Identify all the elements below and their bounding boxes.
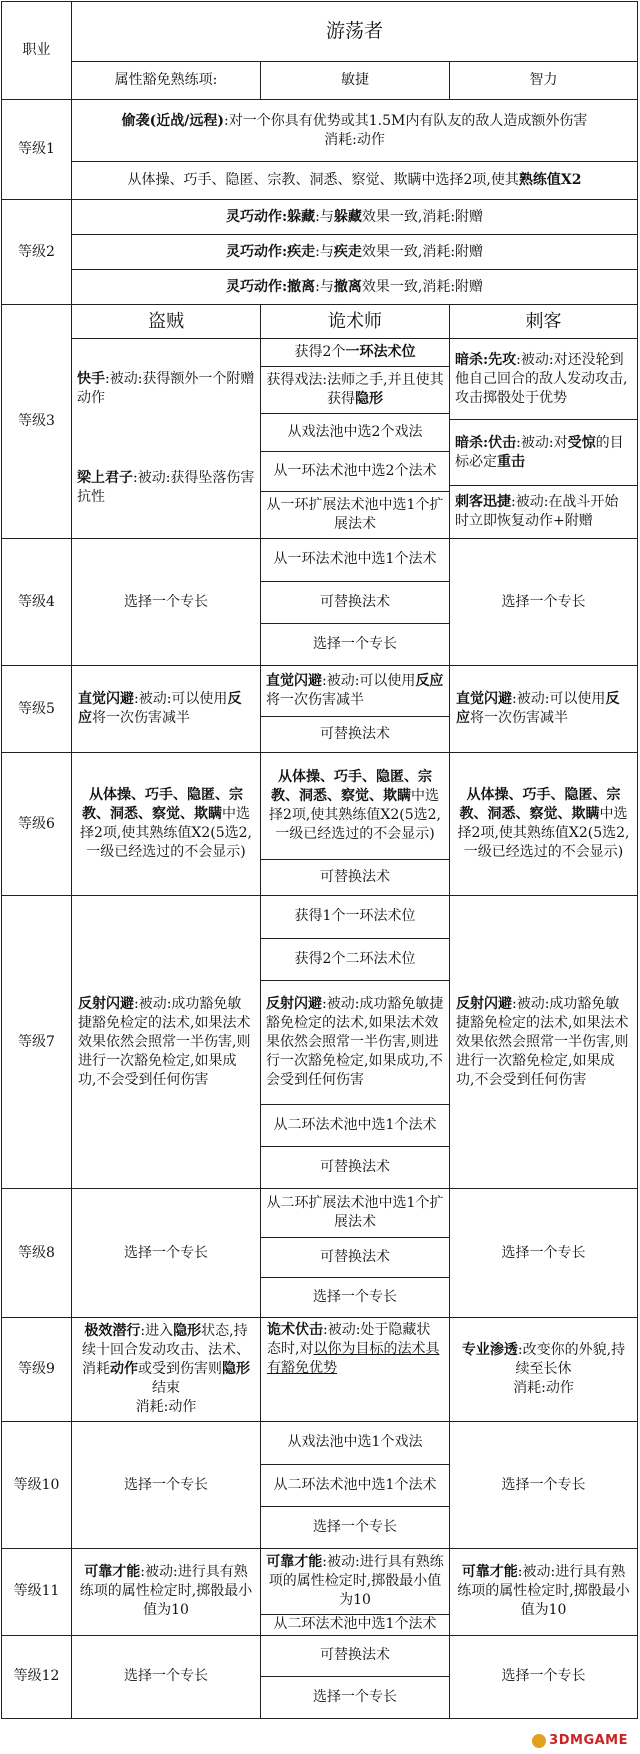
- level-3-label: 等级3: [2, 305, 72, 539]
- level-6-trickster: 从体操、巧手、隐匿、宗教、洞悉、察觉、欺瞒中选择2项,使其熟练值X2(5选2,一级已经选过的不会显示) 可替换法术: [261, 753, 450, 896]
- subclass-thief: 盗贼: [72, 305, 261, 339]
- saving-throw-int: 智力: [450, 62, 638, 100]
- level-8-thief-feat: 选择一个专长: [72, 1189, 261, 1318]
- saving-throw-dex: 敏捷: [261, 62, 450, 100]
- level-6-assassin-expertise: 从体操、巧手、隐匿、宗教、洞悉、察觉、欺瞒中选择2项,使其熟练值X2(5选2,一级已经选过的不会显示): [450, 753, 638, 896]
- subclass-arcane-trickster: 诡术师: [261, 305, 450, 339]
- level-5-assassin-uncanny-dodge: 直觉闪避:被动:可以使用反应将一次伤害减半: [450, 666, 638, 753]
- level-6-label: 等级6: [2, 753, 72, 896]
- level-11-label: 等级11: [2, 1549, 72, 1636]
- level-5-thief-uncanny-dodge: 直觉闪避:被动:可以使用反应将一次伤害减半: [72, 666, 261, 753]
- level-4-trickster: 从一环法术池中选1个法术 可替换法术 选择一个专长: [261, 539, 450, 666]
- level-11-thief-reliable-talent: 可靠才能:被动:进行具有熟练项的属性检定时,掷骰最小值为10: [72, 1549, 261, 1636]
- level-5-trickster: 直觉闪避:被动:可以使用反应将一次伤害减半 可替换法术: [261, 666, 450, 753]
- sneak-attack-name: 偷袭(近战/远程): [121, 112, 225, 129]
- level-9-label: 等级9: [2, 1318, 72, 1422]
- class-label: 职业: [2, 2, 72, 100]
- level-8-trickster: 从二环扩展法术池中选1个扩展法术 可替换法术 选择一个专长: [261, 1189, 450, 1318]
- level-9-trickster-ambush: 诡术伏击:被动:处于隐藏状态时,对以你为目标的法术具有豁免优势: [261, 1318, 450, 1422]
- level-3-trickster: 获得2个一环法术位 获得戏法:法师之手,并且使其获得隐形 从戏法池中选2个戏法 从一环法术池中选2个法术 从一环扩展法术池中选1个扩展法术: [261, 339, 450, 539]
- level-10-assassin-feat: 选择一个专长: [450, 1422, 638, 1549]
- level-1-sneak-attack: [72, 100, 638, 162]
- level-6-thief-expertise: 从体操、巧手、隐匿、宗教、洞悉、察觉、欺瞒中选择2项,使其熟练值X2(5选2,一级已经选过的不会显示): [72, 753, 261, 896]
- class-name: 游荡者: [72, 2, 638, 62]
- level-11-assassin-reliable-talent: 可靠才能:被动:进行具有熟练项的属性检定时,掷骰最小值为10: [450, 1549, 638, 1636]
- rogue-class-table: [1, 1, 638, 1719]
- level-3-thief: 快手:被动:获得额外一个附赠动作 梁上君子:被动:获得坠落伤害抗性: [72, 339, 261, 539]
- subclass-assassin: 刺客: [450, 305, 638, 339]
- level-7-trickster: 获得1个一环法术位 获得2个二环法术位 反射闪避:被动:成功豁免敏捷豁免检定的法术,如果法术效果依然会照常一半伤害,则进行一次豁免检定,如果成功,不会受到任何伤害 从二环法术池中选1个法术 可替换法术: [261, 896, 450, 1189]
- level-8-assassin-feat: 选择一个专长: [450, 1189, 638, 1318]
- cunning-action-hide: 灵巧动作:躲藏:与躲藏效果一致,消耗:附赠: [72, 200, 638, 235]
- sneak-attack-cost: 消耗:动作: [324, 131, 385, 148]
- level-3-assassin: 暗杀:先攻:被动:对还没轮到他自己回合的敌人发动攻击,攻击掷骰处于优势 暗杀:伏击:被动:对受惊的目标必定重击 刺客迅捷:被动:在战斗开始时立即恢复动作+附赠: [450, 339, 638, 539]
- cunning-action-disengage: 灵巧动作:撤离:与撤离效果一致,消耗:附赠: [72, 270, 638, 305]
- level-7-assassin-evasion: 反射闪避:被动:成功豁免敏捷豁免检定的法术,如果法术效果依然会照常一半伤害,则进行一次豁免检定,如果成功,不会受到任何伤害: [450, 896, 638, 1189]
- watermark-icon: [532, 1734, 546, 1748]
- level-8-label: 等级8: [2, 1189, 72, 1318]
- level-5-label: 等级5: [2, 666, 72, 753]
- sneak-attack-desc: :对一个你具有优势或其1.5M内有队友的敌人造成额外伤害: [224, 112, 588, 129]
- level-10-trickster: 从戏法池中选1个戏法 从二环法术池中选1个法术 选择一个专长: [261, 1422, 450, 1549]
- level-1-label: 等级1: [2, 100, 72, 200]
- level-4-assassin-feat: 选择一个专长: [450, 539, 638, 666]
- watermark-logo: 3DMGAME: [532, 1733, 628, 1748]
- level-7-thief-evasion: 反射闪避:被动:成功豁免敏捷豁免检定的法术,如果法术效果依然会照常一半伤害,则进行一次豁免检定,如果成功,不会受到任何伤害: [72, 896, 261, 1189]
- level-10-label: 等级10: [2, 1422, 72, 1549]
- level-9-assassin-infiltration: 专业渗透:改变你的外貌,持续至长休 消耗:动作: [450, 1318, 638, 1422]
- cunning-action-dash: 灵巧动作:疾走:与疾走效果一致,消耗:附赠: [72, 235, 638, 270]
- level-2-label: 等级2: [2, 200, 72, 305]
- level-11-trickster: 可靠才能:被动:进行具有熟练项的属性检定时,掷骰最小值为10 从二环法术池中选1个法术: [261, 1549, 450, 1636]
- saving-throw-label: 属性豁免熟练项:: [72, 62, 261, 100]
- level-12-assassin-feat: 选择一个专长: [450, 1635, 638, 1718]
- level-10-thief-feat: 选择一个专长: [72, 1422, 261, 1549]
- level-12-thief-feat: 选择一个专长: [72, 1635, 261, 1718]
- level-12-label: 等级12: [2, 1635, 72, 1718]
- level-4-thief-feat: 选择一个专长: [72, 539, 261, 666]
- level-4-label: 等级4: [2, 539, 72, 666]
- level-1-expertise: 从体操、巧手、隐匿、宗教、洞悉、察觉、欺瞒中选择2项,使其熟练值X2: [72, 162, 638, 200]
- level-7-label: 等级7: [2, 896, 72, 1189]
- level-12-trickster: 可替换法术 选择一个专长: [261, 1635, 450, 1718]
- level-9-thief-supreme-sneak: 极效潜行:进入隐形状态,持续十回合发动攻击、法术、消耗动作或受到伤害则隐形结束 消耗:动作: [72, 1318, 261, 1422]
